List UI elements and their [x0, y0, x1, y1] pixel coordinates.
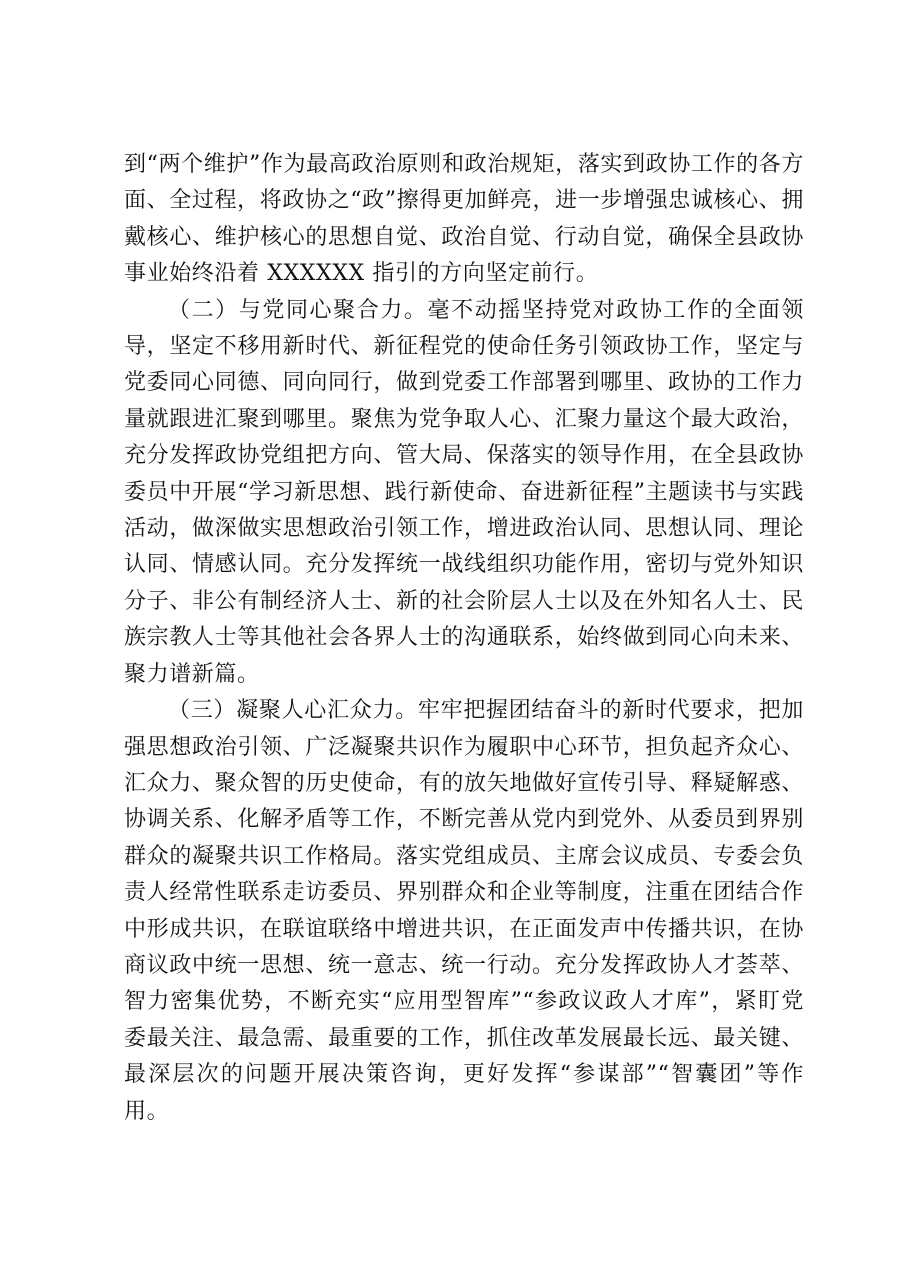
paragraph-section-three: （三）凝聚人心汇众力。牢牢把握团结奋斗的新时代要求，把加强思想政治引领、广泛凝聚共识作为履职中心环节，担负起齐众心、汇众力、聚众智的历史使命，有的放矢地做好宣传引导、释疑解惑、协调关系、化解矛盾等工作，不断完善从党内到党外、从委员到界别群众的凝聚共识工作格局。落实党组成员、主席会议成员、专委会负责人经常性联系走访委员、界别群众和企业等制度，注重在团结合作中形成共识，在联谊联络中增进共识，在正面发声中传播共识，在协商议政中统一思想、统一意志、统一行动。充分发挥政协人才荟萃、智力密集优势，不断充实“应用型智库”“参政议政人才库”，紧盯党委最关注、最急需、最重要的工作，抓住改革发展最长远、最关键、最深层次的问题开展决策咨询，更好发挥“参谋部”“智囊团”等作用。: [124, 698, 804, 1124]
paragraph-section-two: （二）与党同心聚合力。毫不动摇坚持党对政协工作的全面领导，坚定不移用新时代、新征程党的使命任务引领政协工作，坚定与党委同心同德、同向同行，做到党委工作部署到哪里、政协的工作力量就跟进汇聚到哪里。聚焦为党争取人心、汇聚力量这个最大政治，充分发挥政协党组把方向、管大局、保落实的领导作用，在全县政协委员中开展“学习新思想、践行新使命、奋进新征程”主题读书与实践活动，做深做实思想政治引领工作，增进政治认同、思想认同、理论认同、情感认同。充分发挥统一战线组织功能作用，密切与党外知识分子、非公有制经济人士、新的社会阶层人士以及在外知名人士、民族宗教人士等其他社会各界人士的沟通联系，始终做到同心向未来、聚力谱新篇。: [124, 297, 804, 687]
body-text: [124, 147, 804, 1130]
paragraph-continuation: 到“两个维护”作为最高政治原则和政治规矩，落实到政协工作的各方面、全过程，将政协之“政”擦得更加鲜亮，进一步增强忠诚核心、拥戴核心、维护核心的思想自觉、政治自觉、行动自觉，确保全县政协事业始终沿着 XXXXXX 指引的方向坚定前行。: [124, 152, 804, 287]
